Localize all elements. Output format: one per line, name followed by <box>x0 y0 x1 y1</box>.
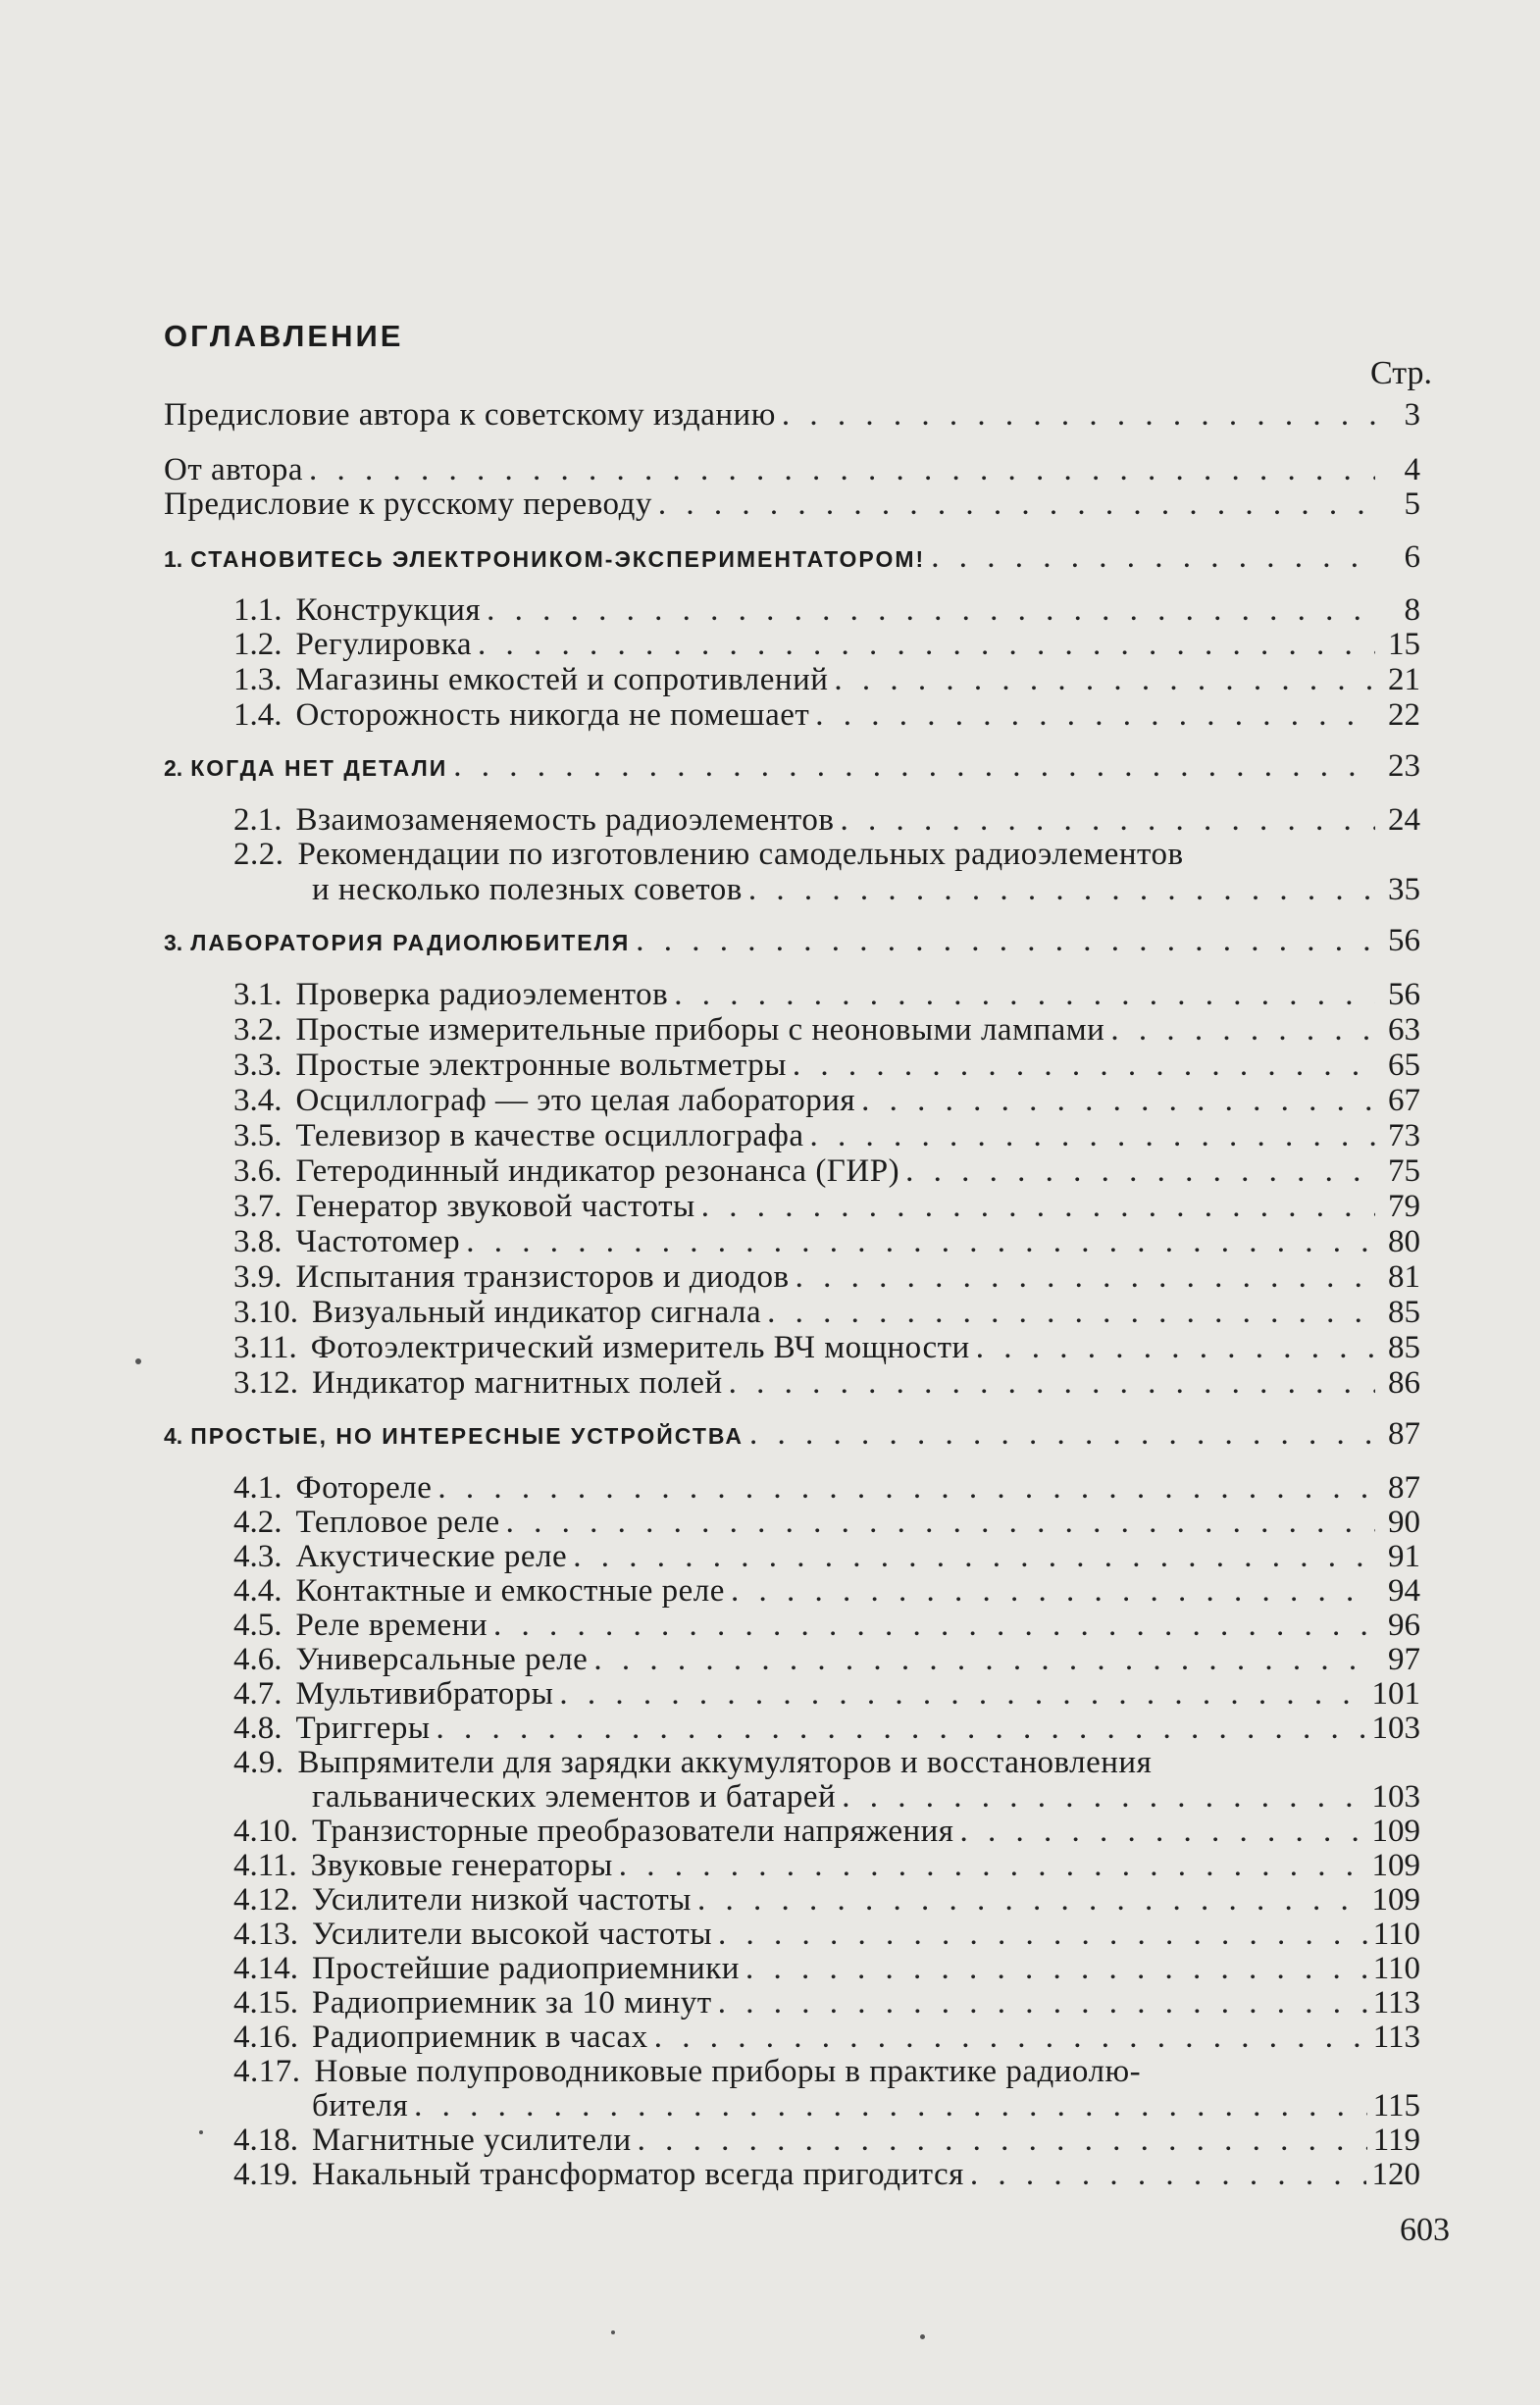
toc-entry-number: 2.2. <box>233 837 284 872</box>
toc-entry-page: 87 <box>1388 1470 1420 1506</box>
toc-entry <box>233 1848 1420 1883</box>
toc-entry <box>164 397 1420 433</box>
toc-entry <box>233 1295 1420 1330</box>
toc-entry-title: Регулировка <box>295 627 473 662</box>
toc-entry-title: Предисловие автора к советскому изданию <box>164 397 776 433</box>
toc-entry-number: 4.13. <box>233 1917 298 1952</box>
toc-entry-number: 3.12. <box>233 1365 298 1401</box>
toc-entry-continuation <box>312 872 1420 907</box>
toc-entry-number: 3.5. <box>233 1118 282 1153</box>
toc-entry <box>233 1118 1420 1153</box>
toc-entry <box>233 1608 1420 1643</box>
toc-entry <box>233 977 1420 1012</box>
toc-entry-title: Визуальный индикатор сигнала <box>312 1295 762 1330</box>
toc-chapter-page: 56 <box>1388 923 1420 958</box>
toc-entry-title: Простые измерительные приборы с неоновыми лампами <box>295 1012 1105 1048</box>
toc-chapter-title: ПРОСТЫЕ, НО ИНТЕРЕСНЫЕ УСТРОЙСТВА <box>190 1423 744 1449</box>
toc-entry-continuation <box>312 1779 1420 1815</box>
toc-entry-title: Магазины емкостей и сопротивлений <box>295 662 829 697</box>
toc-entry-page: 21 <box>1388 662 1420 697</box>
toc-chapter-number: 3. <box>164 930 183 955</box>
toc-entry <box>233 1083 1420 1118</box>
toc-entry-title: Акустические реле <box>295 1539 568 1574</box>
toc-entry-title: Радиоприемник за 10 минут <box>312 1985 712 2021</box>
toc-entry-page: 90 <box>1388 1505 1420 1540</box>
toc-entry-page: 115 <box>1372 2088 1420 2124</box>
toc-entry-title: бителя <box>312 2088 409 2124</box>
toc-entry-page: 4 <box>1404 452 1420 487</box>
toc-entry <box>233 1985 1420 2021</box>
toc-entry <box>233 697 1420 733</box>
toc-entry-title: Выпрямители для зарядки аккумуляторов и восстановления <box>297 1745 1153 1780</box>
toc-entry <box>233 1711 1420 1746</box>
toc-chapter-title: ЛАБОРАТОРИЯ РАДИОЛЮБИТЕЛЯ <box>190 930 631 955</box>
toc-entry-title: Усилители низкой частоты <box>312 1882 692 1918</box>
toc-entry-number: 3.11. <box>233 1330 297 1365</box>
toc-entry-page: 96 <box>1388 1608 1420 1643</box>
toc-entry-title: Фотореле <box>295 1470 433 1506</box>
toc-entry-number: 1.4. <box>233 697 282 733</box>
toc-entry <box>233 662 1420 697</box>
toc-entry-page: 79 <box>1388 1189 1420 1224</box>
toc-entry-title: Проверка радиоэлементов <box>295 977 669 1012</box>
toc-entry <box>233 1539 1420 1574</box>
toc-entry-title: Накальный трансформатор всегда пригодится <box>312 2157 964 2192</box>
toc-entry-page: 110 <box>1372 1917 1420 1952</box>
page-title: ОГЛАВЛЕНИЕ <box>164 319 404 353</box>
toc-entry <box>164 452 1420 487</box>
print-speck <box>920 2334 925 2339</box>
toc-entry-page: 97 <box>1388 1642 1420 1677</box>
toc-entry-page: 109 <box>1371 1882 1420 1918</box>
toc-chapter-number: 4. <box>164 1423 183 1449</box>
toc-entry-page: 56 <box>1388 977 1420 1012</box>
toc-entry-page: 109 <box>1371 1814 1420 1849</box>
toc-entry-page: 24 <box>1388 802 1420 838</box>
toc-entry <box>233 1642 1420 1677</box>
toc-entry-title: Усилители высокой частоты <box>312 1917 712 1952</box>
toc-entry-page: 81 <box>1388 1259 1420 1295</box>
toc-entry-page: 110 <box>1372 1951 1420 1986</box>
toc-entry-page: 91 <box>1388 1539 1420 1574</box>
toc-entry-title: Простые электронные вольтметры <box>295 1048 787 1083</box>
toc-entry-page: 3 <box>1404 397 1420 433</box>
toc-entry-title: Осторожность никогда не помешает <box>295 697 810 733</box>
toc-entry <box>233 1330 1420 1365</box>
toc-entry-page: 113 <box>1372 2020 1420 2055</box>
toc-entry <box>233 2157 1420 2192</box>
toc-entry-title: Универсальные реле <box>295 1642 589 1677</box>
toc-entry-page: 94 <box>1388 1573 1420 1609</box>
toc-entry-title: Реле времени <box>295 1608 488 1643</box>
toc-entry <box>233 627 1420 662</box>
toc-chapter <box>164 539 1420 577</box>
toc-entry-number: 4.4. <box>233 1573 282 1609</box>
toc-entry-page: 75 <box>1388 1153 1420 1189</box>
toc-entry-title: Гетеродинный индикатор резонанса (ГИР) <box>295 1153 900 1189</box>
toc-entry-title: Генератор звуковой частоты <box>295 1189 695 1224</box>
toc-entry-number: 3.6. <box>233 1153 282 1189</box>
toc-entry <box>233 1882 1420 1918</box>
toc-entry-page: 113 <box>1372 1985 1420 2021</box>
toc-entry-page: 80 <box>1388 1224 1420 1259</box>
toc-entry-number: 3.1. <box>233 977 282 1012</box>
toc-entry-number: 3.2. <box>233 1012 282 1048</box>
toc-entry-title: Осциллограф — это целая лаборатория <box>295 1083 856 1118</box>
toc-entry <box>233 1505 1420 1540</box>
toc-entry-page: 85 <box>1388 1295 1420 1330</box>
print-speck <box>199 2130 203 2134</box>
toc-entry-number: 4.1. <box>233 1470 282 1506</box>
toc-entry-number: 3.10. <box>233 1295 298 1330</box>
toc-entry <box>233 1470 1420 1506</box>
toc-entry-number: 4.16. <box>233 2020 298 2055</box>
toc-entry <box>233 1745 1152 1780</box>
toc-entry <box>233 1259 1420 1295</box>
toc-entry-number: 4.9. <box>233 1745 284 1780</box>
toc-entry-page: 67 <box>1388 1083 1420 1118</box>
toc-entry-number: 4.3. <box>233 1539 282 1574</box>
toc-entry-page: 65 <box>1388 1048 1420 1083</box>
toc-entry-number: 4.5. <box>233 1608 282 1643</box>
toc-chapter <box>164 923 1420 960</box>
toc-entry-number: 2.1. <box>233 802 282 838</box>
toc-entry-page: 85 <box>1388 1330 1420 1365</box>
toc-entry-title: Контактные и емкостные реле <box>295 1573 725 1609</box>
toc-entry-number: 4.15. <box>233 1985 298 2021</box>
toc-entry-title: Радиоприемник в часах <box>312 2020 648 2055</box>
toc-entry-number: 3.8. <box>233 1224 282 1259</box>
toc-chapter-number: 2. <box>164 755 183 781</box>
toc-entry-title: Магнитные усилители <box>312 2123 632 2158</box>
toc-entry-page: 35 <box>1388 872 1420 907</box>
toc-entry-title: Мультивибраторы <box>295 1676 554 1712</box>
toc-entry-number: 3.9. <box>233 1259 282 1295</box>
toc-entry-number: 4.14. <box>233 1951 298 1986</box>
toc-entry-title: Взаимозаменяемость радиоэлементов <box>295 802 835 838</box>
toc-entry-title: Тепловое реле <box>295 1505 500 1540</box>
toc-entry-page: 63 <box>1388 1012 1420 1048</box>
toc-entry <box>233 2054 1141 2089</box>
toc-entry-number: 4.11. <box>233 1848 297 1883</box>
toc-entry-title: От автора <box>164 452 304 487</box>
toc-chapter-page: 6 <box>1404 539 1420 575</box>
toc-entry <box>233 2123 1420 2158</box>
toc-chapter <box>164 748 1420 786</box>
toc-chapter-number: 1. <box>164 546 183 572</box>
toc-entry <box>233 2020 1420 2055</box>
toc-entry <box>233 1676 1420 1712</box>
toc-entry-page: 22 <box>1388 697 1420 733</box>
toc-entry-title: гальванических элементов и батарей <box>312 1779 837 1815</box>
toc-entry-title: Частотомер <box>295 1224 461 1259</box>
toc-entry-number: 1.2. <box>233 627 282 662</box>
toc-entry-number: 1.3. <box>233 662 282 697</box>
toc-entry-number: 4.12. <box>233 1882 298 1918</box>
toc-entry <box>233 802 1420 838</box>
toc-entry <box>233 1814 1420 1849</box>
toc-entry <box>233 592 1420 628</box>
toc-entry-title: Конструкция <box>295 592 482 628</box>
toc-entry-number: 4.7. <box>233 1676 282 1712</box>
toc-chapter-title: СТАНОВИТЕСЬ ЭЛЕКТРОНИКОМ-ЭКСПЕРИМЕНТАТОРОМ! <box>190 546 926 572</box>
toc-entry <box>233 1048 1420 1083</box>
page-column-label: Стр. <box>1369 355 1432 391</box>
page-number: 603 <box>1400 2212 1450 2248</box>
toc-entry-title: Триггеры <box>295 1711 431 1746</box>
toc-chapter-title: КОГДА НЕТ ДЕТАЛИ <box>190 755 448 781</box>
toc-entry <box>233 1153 1420 1189</box>
toc-entry-page: 119 <box>1372 2123 1420 2158</box>
toc-entry-number: 3.4. <box>233 1083 282 1118</box>
toc-entry <box>233 1917 1420 1952</box>
toc-entry-page: 109 <box>1371 1848 1420 1883</box>
toc-entry-number: 4.6. <box>233 1642 282 1677</box>
toc-entry-title: Транзисторные преобразователи напряжения <box>312 1814 954 1849</box>
toc-entry-number: 3.3. <box>233 1048 282 1083</box>
toc-chapter-page: 87 <box>1388 1416 1420 1452</box>
toc-entry-title: Индикатор магнитных полей <box>312 1365 723 1401</box>
toc-entry-number: 4.17. <box>233 2054 301 2089</box>
toc-entry <box>233 1365 1420 1401</box>
toc-entry-page: 8 <box>1404 592 1420 628</box>
toc-entry <box>233 1189 1420 1224</box>
toc-entry <box>164 486 1420 522</box>
toc-entry <box>233 1573 1420 1609</box>
print-speck <box>135 1358 141 1364</box>
toc-entry <box>233 1224 1420 1259</box>
toc-entry-page: 86 <box>1388 1365 1420 1401</box>
toc-entry-title: и несколько полезных советов <box>312 872 743 907</box>
toc-entry-number: 4.19. <box>233 2157 298 2192</box>
toc-entry-page: 103 <box>1371 1779 1420 1815</box>
toc-entry-number: 3.7. <box>233 1189 282 1224</box>
toc-entry-number: 4.18. <box>233 2123 298 2158</box>
toc-entry-page: 5 <box>1404 486 1420 522</box>
toc-entry-page: 73 <box>1388 1118 1420 1153</box>
toc-entry-number: 4.10. <box>233 1814 298 1849</box>
toc-entry-page: 101 <box>1371 1676 1420 1712</box>
toc-entry-continuation <box>312 2088 1420 2124</box>
toc-entry-title: Испытания транзисторов и диодов <box>295 1259 790 1295</box>
toc-entry-title: Новые полупроводниковые приборы в практике радиолю- <box>314 2054 1142 2089</box>
toc-entry <box>233 1012 1420 1048</box>
toc-entry-title: Фотоэлектрический измеритель ВЧ мощности <box>310 1330 970 1365</box>
toc-entry-number: 4.2. <box>233 1505 282 1540</box>
toc-entry-number: 1.1. <box>233 592 282 628</box>
toc-entry-title: Звуковые генераторы <box>310 1848 613 1883</box>
toc-chapter-page: 23 <box>1388 748 1420 784</box>
toc-entry-title: Рекомендации по изготовлению самодельных радиоэлементов <box>297 837 1184 872</box>
print-speck <box>611 2330 615 2334</box>
toc-entry-page: 103 <box>1371 1711 1420 1746</box>
toc-entry-title: Простейшие радиоприемники <box>312 1951 740 1986</box>
toc-entry <box>233 1951 1420 1986</box>
toc-entry-number: 4.8. <box>233 1711 282 1746</box>
toc-entry <box>233 837 1184 872</box>
toc-entry-title: Телевизор в качестве осциллографа <box>295 1118 804 1153</box>
toc-entry-page: 120 <box>1371 2157 1420 2192</box>
toc-entry-title: Предисловие к русскому переводу <box>164 486 652 522</box>
toc-chapter <box>164 1416 1420 1454</box>
toc-entry-page: 15 <box>1388 627 1420 662</box>
